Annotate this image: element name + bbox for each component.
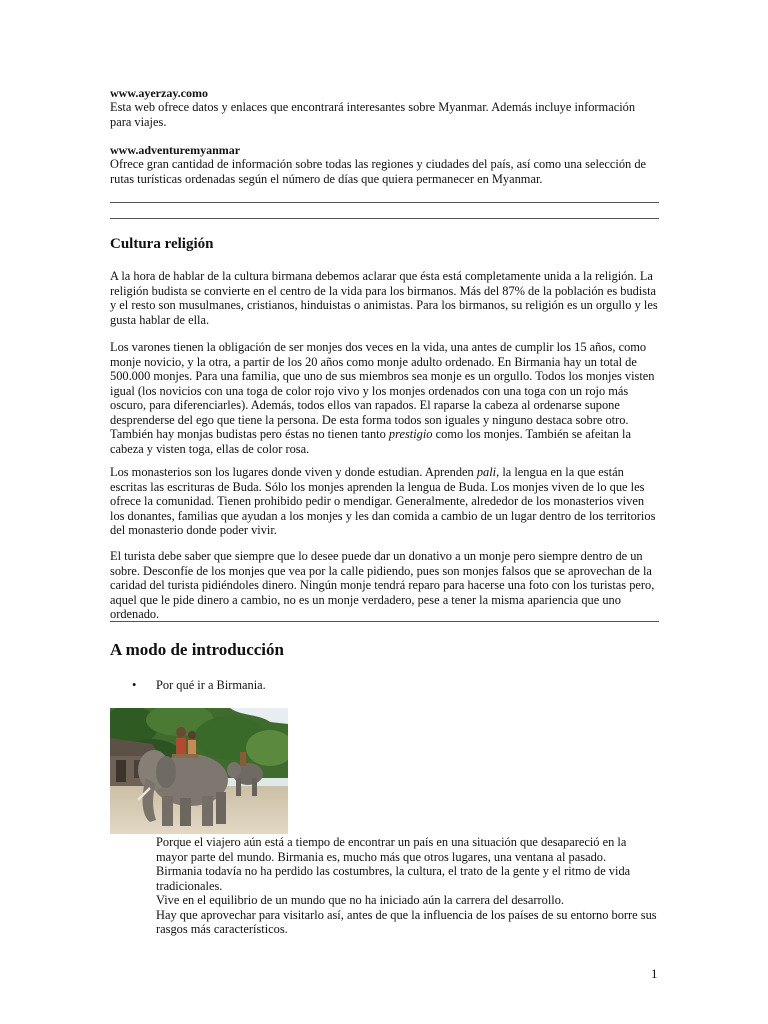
section-heading-cultura: Cultura religión [110, 236, 214, 252]
paragraph-monasterios: Los monasterios son los lugares donde viven y donde estudian. Aprenden pali, la lengua en la que están escritas las escrituras de Buda. Sólo los monjes aprenden la lengua de Buda. Los monjes viven de lo que les ofrece la comunidad. Tienen prohibido pedir o mendigar. Generalmente, alrededor de los monasterios viven los donantes, familias que ayudan a los monjes y les dan comida a cambio de un lugar dentro de los territorios del monasterio donde poder vivir. [110, 465, 656, 537]
page-number: 1 [651, 966, 658, 981]
link-description-ayerzay: Esta web ofrece datos y enlaces que encontrará interesantes sobre Myanmar. Además incluye información para viajes. [110, 100, 636, 129]
link-description-adventuremyanmar: Ofrece gran cantidad de información sobre todas las regiones y ciudades del país, así como una selección de rutas turísticas ordenadas según el número de días que quiera permanecer en Myanmar. [110, 157, 647, 186]
paragraph-monjes: Los varones tienen la obligación de ser monjes dos veces en la vida, una antes de cumplir los 15 años, como monje novicio, y la otra, a partir de los 20 años como monje adulto ordenado. En Birmania hay un total de 500.000 monjes. Para una familia, que uno de sus miembros sea monje es un orgullo. Todos los monjes visten igual (los novicios con una toga de color rojo vivo y los monjes ordenados con una toga con un rojo más oscuro, para diferenciarles). Además, todos ellos van rapados. El raparse la cabeza al ordenarse supone desprenderse del ego que tiene la persona. De esta forma todos son iguales y ninguno destaca sobre otro. También hay monjas budistas pero éstas no tienen tanto prestigio como los monjes. También se afeitan la cabeza y visten toga, ellas de color rosa. [110, 340, 655, 456]
link-title-ayerzay[interactable]: www.ayerzay.como [110, 86, 208, 100]
paragraph-religion-intro: A la hora de hablar de la cultura birmana debemos aclarar que ésta está completamente unida a la religión. La religión budista se convierte en el centro de la vida para los birmanos. Más del 87% de la población es budista y el resto son musulmanes, cristianos, hinduistas o animistas. Para los birmanos, su religión es un orgullo y les gusta hablar de ella. [110, 269, 658, 327]
elephants-photo [110, 708, 288, 834]
reason-line: Porque el viajero aún está a tiempo de encontrar un país en una situación que desapareció en la mayor parte del mundo. Birmania es, mucho más que otros lugares, una ventana al pasado. [156, 835, 627, 864]
horizontal-rule [110, 218, 659, 219]
reasons-block [156, 835, 659, 937]
reason-line: Hay que aprovechar para visitarlo así, antes de que la influencia de los países de su entorno borre sus rasgos más característicos. [156, 907, 657, 936]
reason-line: Birmania todavía no ha perdido las costumbres, la cultura, el trato de la gente y el ritmo de vida tradicionales. [156, 864, 631, 893]
bullet-text: Por qué ir a Birmania. [156, 678, 266, 692]
section-heading-introduccion: A modo de introducción [110, 640, 284, 659]
paragraph-turista: El turista debe saber que siempre que lo desee puede dar un donativo a un monje pero siempre dentro de un sobre. Desconfíe de los monjes que vea por la calle pidiendo, pues son monjes falsos que se aprovechan de la caridad del turista pidiéndoles dinero. Ningún monje tendrá reparo para hacerse una foto con los turistas pero, aquel que le pide dinero a cambio, no es un monje verdadero, pese a tener la misma apariencia que uno ordenado. [110, 549, 655, 621]
link-title-adventuremyanmar[interactable]: www.adventuremyanmar [110, 143, 241, 157]
horizontal-rule [110, 621, 659, 622]
bullet-glyph: • [132, 678, 137, 692]
horizontal-rule [110, 202, 659, 203]
reason-line: Vive en el equilibrio de un mundo que no ha iniciado aún la carrera del desarrollo. [156, 893, 565, 907]
